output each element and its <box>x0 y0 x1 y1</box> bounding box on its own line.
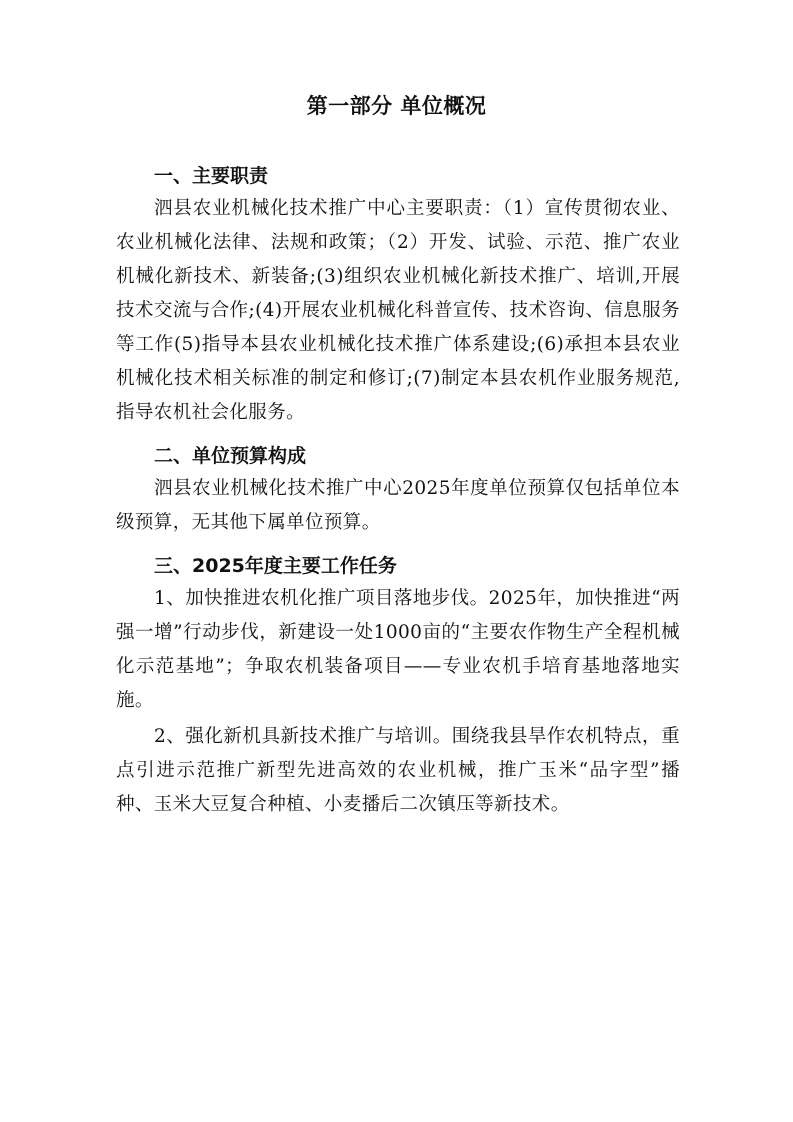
section-work-tasks <box>116 550 680 822</box>
paragraph-budget-composition: 泗县农业机械化技术推广中心2025年度单位预算仅包括单位本级预算，无其他下属单位预算。 <box>116 478 680 533</box>
section-heading-main-duties: 一、主要职责 <box>154 165 269 187</box>
document-body <box>116 160 680 822</box>
section-heading-work-tasks: 三、2025年度主要工作任务 <box>154 555 397 577</box>
paragraph-task-2: 2、强化新机具新技术推广与培训。围绕我县旱作农机特点，重点引进示范推广新型先进高效的农业机械，推广玉米“品字型”播种、玉米大豆复合种植、小麦播后二次镇压等新技术。 <box>116 726 680 815</box>
paragraph-main-duties: 泗县农业机械化技术推广中心主要职责：（1）宣传贯彻农业、农业机械化法律、法规和政策；（2）开发、试验、示范、推广农业机械化新技术、新装备;(3)组织农业机械化新技术推广、培训,开展技术交流与合作;(4)开展农业机械化科普宣传、技术咨询、信息服务等工作(5)指导本县农业机械化技术推广体系建设;(6)承担本县农业机械化技术相关标准的制定和修订;(7)制定本县农机作业服务规范,指导农机社会化服务。 <box>116 198 680 423</box>
page-title: 第一部分 单位概况 <box>306 94 487 118</box>
section-heading-budget-composition: 二、单位预算构成 <box>154 445 307 467</box>
section-main-duties <box>116 160 680 430</box>
paragraph-task-1: 1、加快推进农机化推广项目落地步伐。2025年，加快推进“两强一增”行动步伐，新建设一处1000亩的“主要农作物生产全程机械化示范基地”；争取农机装备项目——专业农机手培育基地落地实施。 <box>116 588 680 711</box>
section-budget-composition <box>116 440 680 540</box>
